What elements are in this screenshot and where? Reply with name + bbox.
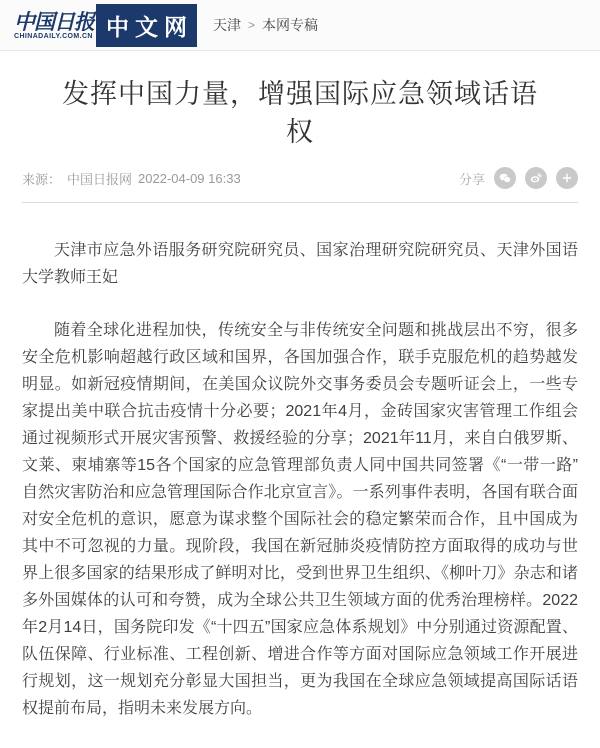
chinese-site-badge: 中文网 xyxy=(96,4,197,47)
weibo-icon xyxy=(529,171,543,185)
chinadaily-domain-text: CHINADAILY.COM.CN xyxy=(14,32,93,40)
article-meta-row xyxy=(22,167,578,203)
chinadaily-brand-text: 中国日报 xyxy=(14,8,94,34)
share-label: 分享 xyxy=(458,171,485,187)
page-title: 发挥中国力量，增强国际应急领域话语权 xyxy=(62,79,538,147)
publish-datetime: 2022-04-09 16:33 xyxy=(138,170,241,186)
article-body-paragraph: 随着全球化进程加快，传统安全与非传统安全问题和挑战层出不穷，很多安全危机影响超越行政区域和国界，各国加强合作，联手克服危机的趋势越发明显。如新冠疫情期间，在美国众议院外交事务委员会专题听证会上，一些专家提出美中联合抗击疫情十分必要；2021年4月，金砖国家灾害管理工作组会通过视频形式开展灾害预警、救援经验的分享；2021年11月，来自白俄罗斯、文莱、柬埔寨等15各个国家的应急管理部负责人同中国共同签署《“一带一路”自然灾害防治和应急管理国际合作北京宣言》。一系列事件表明，各国有联合面对安全危机的意识，愿意为谋求整个国际社会的稳定繁荣而合作，且中国成为其中不可忽视的力量。现阶段，我国在新冠肺炎疫情防控方面取得的成功与世界上很多国家的结果形成了鲜明对比，受到世界卫生组织、《柳叶刀》杂志和诸多外国媒体的认可和夸赞，成为全球公共卫生领域方面的优秀治理榜样。2022年2月14日，国务院印发《“十四五”国家应急体系规划》中分别通过资源配置、队伍保障、行业标准、工程创新、增进合作等方面对国际应急领域工作开展进行规划，这一规划充分彰显大国担当，更为我国在全球应急领域提高国际话语权提前布局，指明未来发展方向。 xyxy=(22,322,578,717)
source-label: 来源： xyxy=(22,171,62,187)
share-weibo-button[interactable] xyxy=(525,167,547,189)
chinadaily-logo-script xyxy=(14,4,94,47)
breadcrumb-section-link[interactable]: 天津 xyxy=(213,17,241,33)
breadcrumb-separator: > xyxy=(248,18,256,32)
article-byline-paragraph: 天津市应急外语服务研究院研究员、国家治理研究院研究员、天津外国语大学教师王妃 xyxy=(22,242,578,286)
share-wechat-button[interactable] xyxy=(494,167,516,189)
article-container xyxy=(0,75,600,748)
plus-icon xyxy=(560,171,574,185)
top-bar xyxy=(0,0,600,51)
wechat-icon xyxy=(498,171,512,185)
share-more-button[interactable] xyxy=(556,167,578,189)
breadcrumb xyxy=(213,15,318,35)
source-name: 中国日报网 xyxy=(67,171,133,187)
breadcrumb-page-link[interactable]: 本网专稿 xyxy=(262,17,319,33)
share-toolbar xyxy=(459,167,578,189)
chinadaily-logo[interactable] xyxy=(14,4,197,47)
article-source xyxy=(22,169,241,188)
